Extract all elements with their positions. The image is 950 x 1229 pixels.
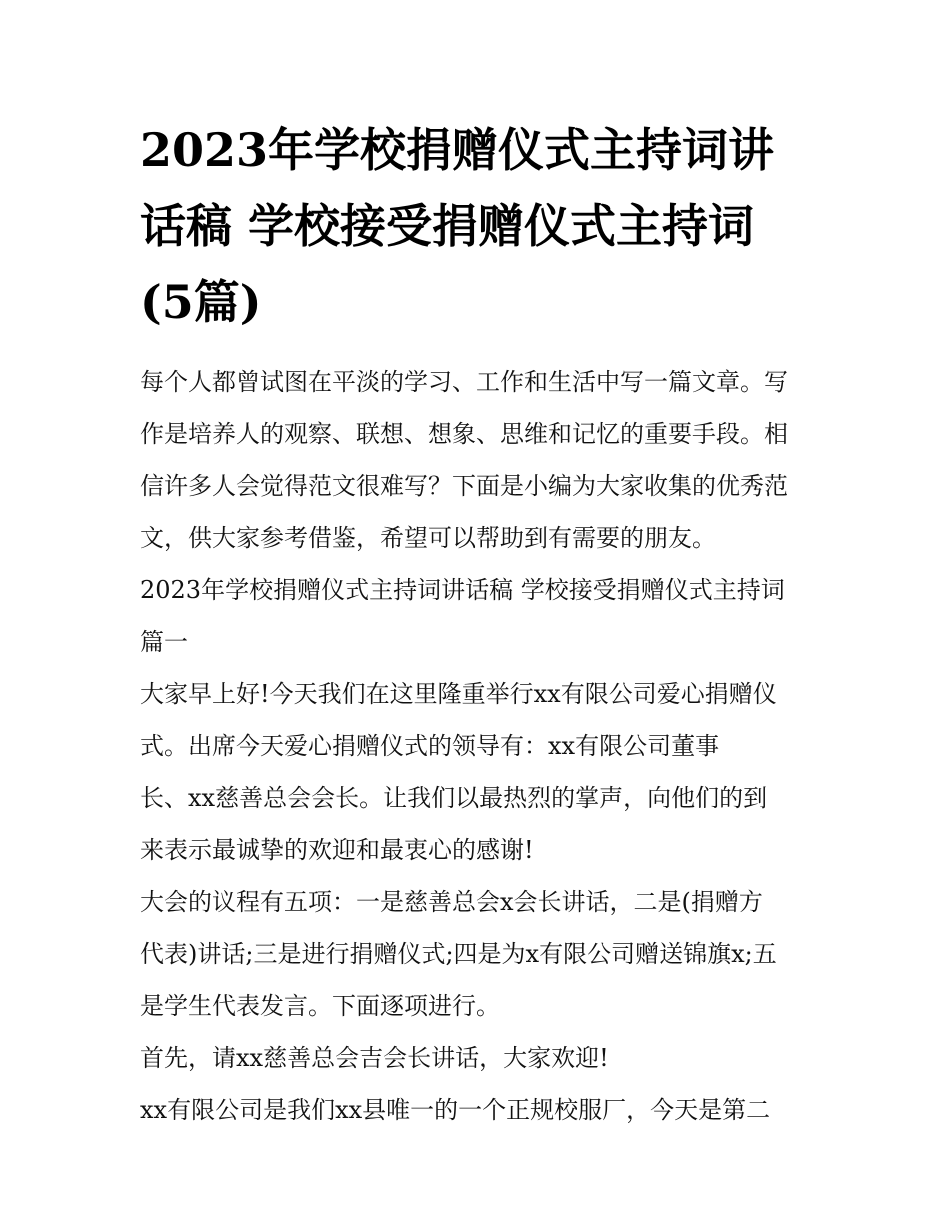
body-line: 大家早上好!今天我们在这里隆重举行xx有限公司爱心捐赠仪 <box>140 680 777 708</box>
body-line: 是学生代表发言。下面逐项进行。 <box>140 992 500 1020</box>
body-line: 大会的议程有五项：一是慈善总会x会长讲话，二是(捐赠方 <box>140 888 763 916</box>
body-line: 文，供大家参考借鉴，希望可以帮助到有需要的朋友。 <box>140 524 716 552</box>
title-line: (5篇) <box>140 275 262 329</box>
section-heading-line: 篇一 <box>140 628 188 656</box>
body-line: 长、xx慈善总会会长。让我们以最热烈的掌声，向他们的到 <box>140 784 768 812</box>
body-line: 信许多人会觉得范文很难写？下面是小编为大家收集的优秀范 <box>140 472 788 500</box>
document-body <box>140 356 820 1136</box>
body-line: 每个人都曾试图在平淡的学习、工作和生活中写一篇文章。写 <box>140 368 788 396</box>
body-line: 来表示最诚挚的欢迎和最衷心的感谢! <box>140 836 534 864</box>
body-line: 式。出席今天爱心捐赠仪式的领导有：xx有限公司董事 <box>140 732 720 760</box>
body-line: 首先，请xx慈善总会吉会长讲话，大家欢迎! <box>140 1044 609 1072</box>
document-title <box>140 112 820 340</box>
title-line: 话稿 学校接受捐赠仪式主持词 <box>140 199 755 253</box>
body-line: 作是培养人的观察、联想、想象、思维和记忆的重要手段。相 <box>140 420 788 448</box>
body-line: xx有限公司是我们xx县唯一的一个正规校服厂，今天是第二 <box>140 1096 771 1124</box>
body-line: 代表)讲话;三是进行捐赠仪式;四是为x有限公司赠送锦旗x;五 <box>140 940 777 968</box>
section-heading-line: 2023年学校捐赠仪式主持词讲话稿 学校接受捐赠仪式主持词 <box>140 576 785 604</box>
title-line: 2023年学校捐赠仪式主持词讲 <box>140 123 775 177</box>
